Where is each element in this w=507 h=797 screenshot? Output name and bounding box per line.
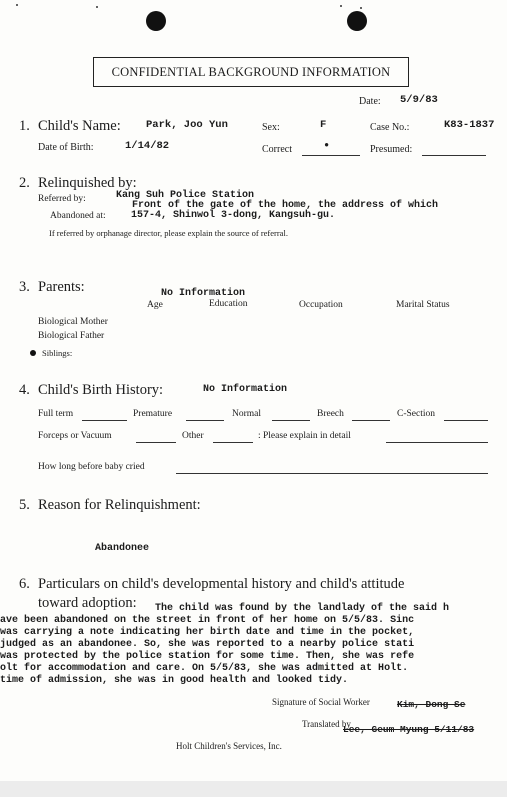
abandoned-at-value: 157-4, Shinwol 3-dong, Kangsuh-gu. (131, 210, 336, 221)
correct-line (302, 155, 360, 156)
development-text-line: was protected by the police station for some time. Then, she was refe (0, 651, 415, 662)
translated-by-value: Lee, Geum Myung 5/11/83 (343, 724, 475, 735)
section-2-title: Relinquished by: (38, 175, 137, 191)
csection-label: C-Section (397, 409, 435, 419)
section-3-title: Parents: (38, 279, 85, 295)
explain-line (386, 442, 488, 443)
full-term-line (82, 420, 127, 421)
scan-speck (360, 7, 362, 9)
child-name-value: Park, Joo Yun (146, 119, 228, 131)
birth-history-info-value: No Information (203, 384, 288, 395)
forceps-line (136, 442, 176, 443)
column-marital-status: Marital Status (396, 300, 450, 310)
section-5-number: 5. (19, 497, 30, 513)
development-text-line: ave been abandoned on the street in front of her home on 5/5/83. Sinc (0, 615, 415, 626)
presumed-label: Presumed: (370, 144, 413, 155)
other-label: Other (182, 431, 204, 441)
case-no-label: Case No.: (370, 122, 410, 133)
section-5-title: Reason for Relinquishment: (38, 497, 201, 513)
parents-info-value: No Information (161, 288, 246, 299)
correct-label: Correct (262, 144, 292, 155)
forceps-label: Forceps or Vacuum (38, 431, 112, 441)
section-6-number: 6. (19, 576, 30, 592)
section-1-number: 1. (19, 118, 30, 134)
development-text-line: olt for accommodation and care. On 5/5/83, she was admitted at Holt. (0, 663, 409, 674)
full-term-label: Full term (38, 409, 74, 419)
date-label: Date: (359, 96, 381, 107)
normal-label: Normal (232, 409, 262, 419)
column-age: Age (147, 300, 163, 310)
scan-speck (16, 4, 18, 6)
abandoned-location-line-1: Front of the gate of the home, the address of which (132, 200, 439, 211)
abandoned-at-label: Abandoned at: (50, 211, 106, 221)
section-1-title: Child's Name: (38, 118, 121, 134)
other-line (213, 442, 253, 443)
development-text-line: time of admission, she was in good health and looked tidy. (0, 675, 349, 686)
presumed-line (422, 155, 486, 156)
viewer-bottom-strip (0, 781, 507, 797)
document-title: CONFIDENTIAL BACKGROUND INFORMATION (93, 57, 409, 87)
development-text-line: judged as an abandonee. So, she was reported to a nearby police stati (0, 639, 415, 650)
column-occupation: Occupation (299, 300, 343, 310)
development-text-first-line: The child was found by the landlady of the said h (155, 603, 450, 614)
referred-by-value: Kang Suh Police Station (116, 190, 255, 201)
row-biological-mother: Biological Mother (38, 317, 108, 327)
row-biological-father: Biological Father (38, 331, 105, 341)
csection-line (444, 420, 488, 421)
punch-hole-right (347, 11, 367, 31)
punch-hole-left (146, 11, 166, 31)
normal-line (272, 420, 310, 421)
section-6-title-line-2: toward adoption: (38, 595, 137, 611)
section-3-number: 3. (19, 279, 30, 295)
column-education: Education (209, 299, 248, 309)
sex-value: F (320, 119, 327, 131)
explain-label: : Please explain in detail (258, 431, 351, 441)
siblings-bullet-icon (30, 350, 36, 356)
social-worker-signature-value: Kim, Dong Se (397, 699, 466, 710)
dob-value: 1/14/82 (125, 140, 170, 152)
social-worker-signature-label: Signature of Social Worker (272, 697, 370, 707)
section-6-title-line-1: Particulars on child's developmental history and child's attitude (38, 576, 405, 592)
organization-name: Holt Children's Services, Inc. (176, 741, 282, 751)
section-4-title: Child's Birth History: (38, 382, 164, 398)
development-text-line: was carrying a note indicating her birth date and time in the pocket, (0, 627, 415, 638)
baby-cried-line (176, 473, 488, 474)
date-value: 5/9/83 (400, 94, 438, 106)
referred-by-label: Referred by: (38, 194, 86, 204)
referral-note: If referred by orphanage director, please explain the source of referral. (49, 228, 288, 238)
siblings-label: Siblings: (42, 348, 73, 358)
scan-speck (340, 5, 342, 7)
case-no-value: K83-1837 (444, 119, 495, 131)
section-2-number: 2. (19, 175, 30, 191)
premature-line (186, 420, 224, 421)
breech-label: Breech (317, 409, 344, 419)
premature-label: Premature (133, 409, 173, 419)
baby-cried-label: How long before baby cried (38, 462, 145, 472)
relinquishment-reason-value: Abandonee (95, 543, 150, 554)
scan-speck (96, 6, 98, 8)
sex-label: Sex: (262, 122, 280, 133)
translated-by-label: Translated by (302, 719, 351, 729)
breech-line (352, 420, 390, 421)
section-4-number: 4. (19, 382, 30, 398)
correct-mark: • (323, 139, 331, 153)
dob-label: Date of Birth: (38, 142, 94, 153)
